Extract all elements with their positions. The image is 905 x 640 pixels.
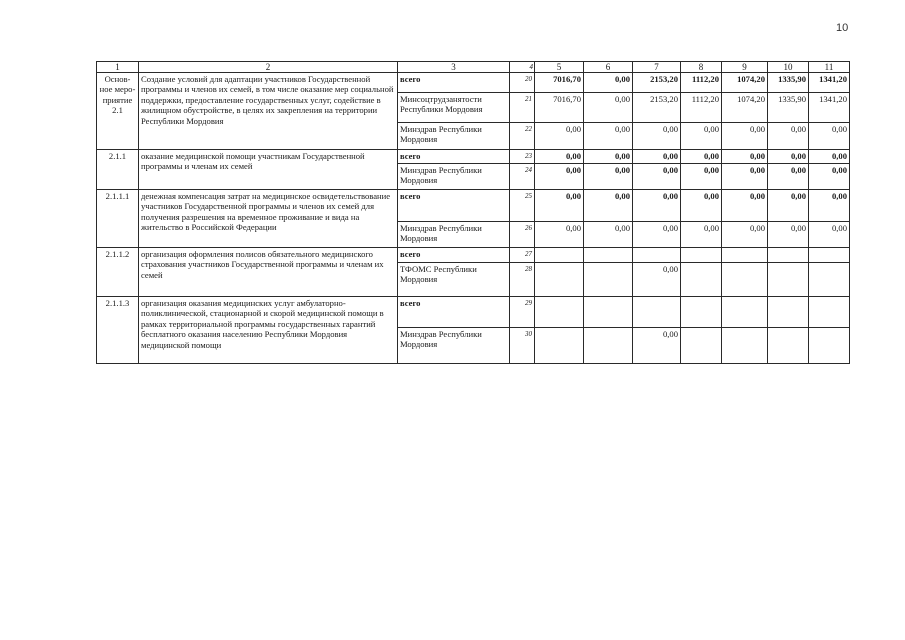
- amount-cell: 0,00: [809, 123, 850, 150]
- amount-cell: 7016,70: [535, 93, 584, 123]
- amount-cell: [681, 297, 722, 328]
- funding-source: Минздрав Республики Мордовия: [398, 164, 510, 190]
- row-number: 20: [510, 73, 535, 93]
- amount-cell: 0,00: [722, 150, 768, 164]
- funding-source: Минздрав Республики Мордовия: [398, 123, 510, 150]
- header-cell: 7: [633, 62, 681, 73]
- amount-cell: 0,00: [633, 222, 681, 248]
- amount-cell: 0,00: [768, 190, 809, 222]
- amount-cell: 0,00: [535, 123, 584, 150]
- amount-cell: 0,00: [584, 164, 633, 190]
- funding-source: Минздрав Республики Мордовия: [398, 222, 510, 248]
- amount-cell: 0,00: [681, 123, 722, 150]
- amount-cell: 0,00: [722, 164, 768, 190]
- amount-cell: 0,00: [809, 222, 850, 248]
- header-cell: 1: [97, 62, 139, 73]
- header-cell: 5: [535, 62, 584, 73]
- amount-cell: [633, 248, 681, 263]
- row-number: 27: [510, 248, 535, 263]
- row-number: 25: [510, 190, 535, 222]
- amount-cell: 0,00: [535, 164, 584, 190]
- measure-title: денежная компенсация затрат на медицинское освидетельствование участников Государственной программы и членов их семей для получения разрешения на временное проживание и вида на жительство в Российской Федерации: [139, 190, 398, 248]
- funding-source: Минздрав Республики Мордовия: [398, 328, 510, 364]
- amount-cell: 2153,20: [633, 93, 681, 123]
- amount-cell: 0,00: [633, 123, 681, 150]
- amount-cell: [535, 297, 584, 328]
- amount-cell: [681, 248, 722, 263]
- measure-code: 2.1.1.2: [97, 248, 139, 297]
- amount-cell: 0,00: [633, 164, 681, 190]
- funding-source: всего: [398, 150, 510, 164]
- amount-cell: 1112,20: [681, 93, 722, 123]
- budget-table: [96, 61, 850, 364]
- amount-cell: [722, 263, 768, 297]
- funding-source: всего: [398, 248, 510, 263]
- amount-cell: [535, 263, 584, 297]
- amount-cell: 0,00: [584, 150, 633, 164]
- amount-cell: [809, 263, 850, 297]
- amount-cell: [584, 248, 633, 263]
- header-cell: 6: [584, 62, 633, 73]
- measure-code: 2.1.1: [97, 150, 139, 190]
- amount-cell: [768, 248, 809, 263]
- table-body: [97, 62, 850, 364]
- row-number: 28: [510, 263, 535, 297]
- measure-code: 2.1.1.3: [97, 297, 139, 364]
- amount-cell: [535, 328, 584, 364]
- amount-cell: 0,00: [633, 150, 681, 164]
- amount-cell: 0,00: [633, 190, 681, 222]
- amount-cell: 0,00: [809, 164, 850, 190]
- funding-source: ТФОМС Республики Мордовия: [398, 263, 510, 297]
- funding-source: Минсоцтрудзанятости Республики Мордовия: [398, 93, 510, 123]
- amount-cell: [535, 248, 584, 263]
- measure-title: организация оказания медицинских услуг амбулаторно-поликлинической, стационарной и скорой медицинской помощи в рамках территориальной программы государственных гарантий бесплатного оказания населению Республики Мордовия медицинской помощи: [139, 297, 398, 364]
- amount-cell: 0,00: [584, 73, 633, 93]
- amount-cell: [809, 248, 850, 263]
- header-cell: 8: [681, 62, 722, 73]
- amount-cell: 0,00: [722, 222, 768, 248]
- amount-cell: [633, 297, 681, 328]
- amount-cell: 0,00: [633, 263, 681, 297]
- funding-source: всего: [398, 190, 510, 222]
- row-number: 21: [510, 93, 535, 123]
- measure-code: Основ-ное меро-приятие 2.1: [97, 73, 139, 150]
- table-row: [97, 297, 850, 328]
- header-cell: 4: [510, 62, 535, 73]
- amount-cell: [681, 328, 722, 364]
- table-row: [97, 190, 850, 222]
- measure-title: Создание условий для адаптации участников Государственной программы и членов их семей, в том числе оказание мер социальной поддержки, предоставление государственных услуг, содействие в жилищном обустройстве, в целях их закрепления на территории Республики Мордовия: [139, 73, 398, 150]
- row-number: 24: [510, 164, 535, 190]
- amount-cell: [768, 328, 809, 364]
- amount-cell: [809, 297, 850, 328]
- header-cell: 9: [722, 62, 768, 73]
- row-number: 23: [510, 150, 535, 164]
- table-row: [97, 150, 850, 164]
- row-number: 22: [510, 123, 535, 150]
- funding-source: всего: [398, 297, 510, 328]
- amount-cell: [722, 297, 768, 328]
- amount-cell: 0,00: [768, 150, 809, 164]
- amount-cell: 1112,20: [681, 73, 722, 93]
- amount-cell: 0,00: [681, 222, 722, 248]
- amount-cell: 0,00: [681, 164, 722, 190]
- amount-cell: 1335,90: [768, 93, 809, 123]
- amount-cell: 0,00: [722, 190, 768, 222]
- amount-cell: 2153,20: [633, 73, 681, 93]
- amount-cell: 7016,70: [535, 73, 584, 93]
- header-row: [97, 62, 850, 73]
- funding-source: всего: [398, 73, 510, 93]
- row-number: 26: [510, 222, 535, 248]
- amount-cell: 0,00: [535, 222, 584, 248]
- amount-cell: 0,00: [584, 93, 633, 123]
- amount-cell: [722, 248, 768, 263]
- header-cell: 2: [139, 62, 398, 73]
- row-number: 29: [510, 297, 535, 328]
- amount-cell: [722, 328, 768, 364]
- table-row: [97, 248, 850, 263]
- amount-cell: [768, 263, 809, 297]
- amount-cell: 0,00: [768, 123, 809, 150]
- amount-cell: [809, 328, 850, 364]
- amount-cell: 1341,20: [809, 93, 850, 123]
- amount-cell: 0,00: [633, 328, 681, 364]
- amount-cell: 0,00: [768, 222, 809, 248]
- measure-code: 2.1.1.1: [97, 190, 139, 248]
- amount-cell: 0,00: [584, 222, 633, 248]
- amount-cell: 0,00: [535, 190, 584, 222]
- amount-cell: 0,00: [809, 150, 850, 164]
- table-row: [97, 73, 850, 93]
- amount-cell: 0,00: [722, 123, 768, 150]
- amount-cell: [584, 328, 633, 364]
- amount-cell: [584, 263, 633, 297]
- amount-cell: 1074,20: [722, 73, 768, 93]
- amount-cell: 0,00: [681, 150, 722, 164]
- amount-cell: [768, 297, 809, 328]
- amount-cell: [584, 297, 633, 328]
- measure-title: оказание медицинской помощи участникам Государственной программы и членам их семей: [139, 150, 398, 190]
- amount-cell: 0,00: [535, 150, 584, 164]
- amount-cell: 0,00: [681, 190, 722, 222]
- amount-cell: 0,00: [768, 164, 809, 190]
- page-number: 10: [836, 22, 849, 34]
- amount-cell: [681, 263, 722, 297]
- amount-cell: 0,00: [584, 123, 633, 150]
- header-cell: 10: [768, 62, 809, 73]
- measure-title: организация оформления полисов обязательного медицинского страхования участников Государственной программы и членам их семей: [139, 248, 398, 297]
- header-cell: 11: [809, 62, 850, 73]
- amount-cell: 1074,20: [722, 93, 768, 123]
- row-number: 30: [510, 328, 535, 364]
- amount-cell: 1335,90: [768, 73, 809, 93]
- amount-cell: 0,00: [584, 190, 633, 222]
- amount-cell: 1341,20: [809, 73, 850, 93]
- header-cell: 3: [398, 62, 510, 73]
- amount-cell: 0,00: [809, 190, 850, 222]
